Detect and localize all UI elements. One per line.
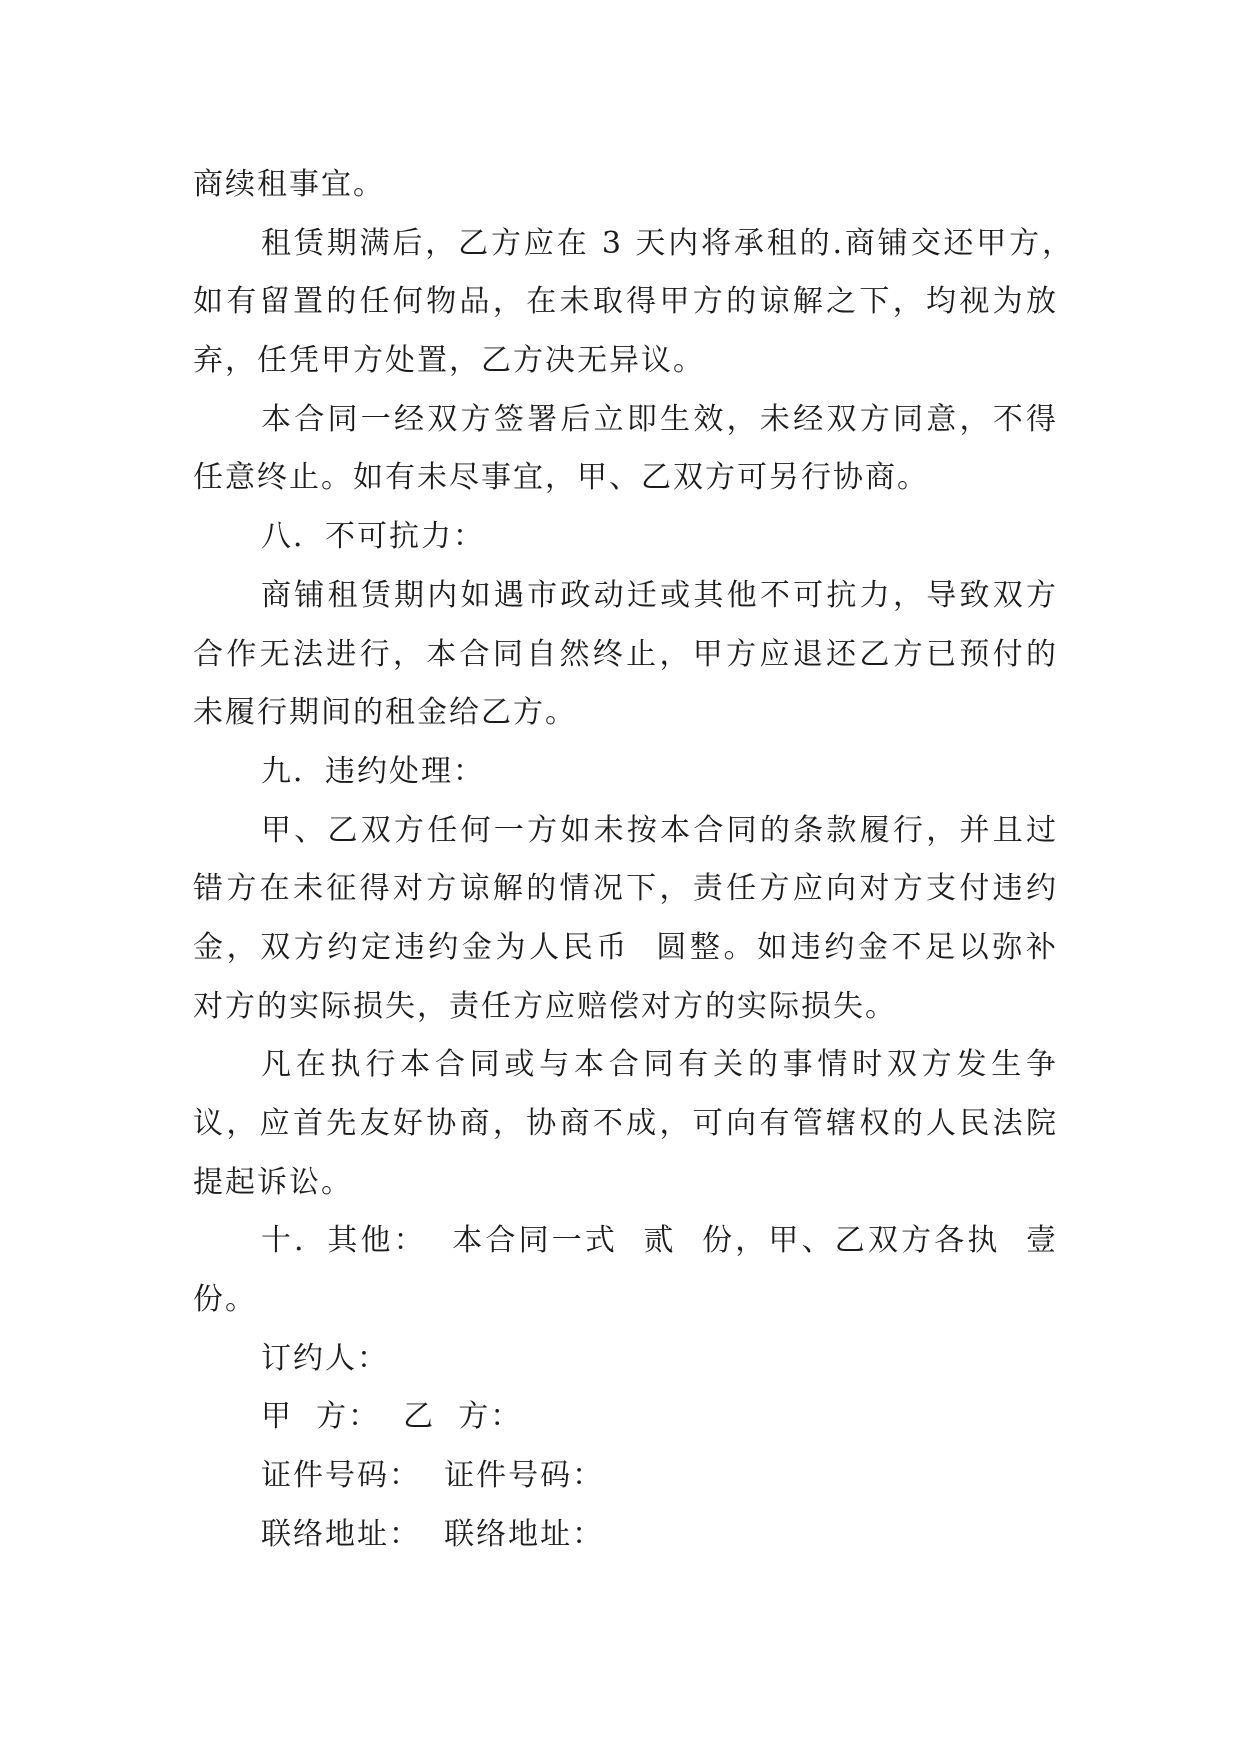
text-line: 提起诉讼。 [193, 1164, 353, 1200]
paragraph-dispute [193, 1036, 1058, 1212]
paragraph-force-majeure [193, 567, 1058, 743]
paragraph-continuation [193, 156, 1058, 215]
paragraph-effective [193, 391, 1058, 508]
text-line: 凡在执行本合同或与本合同有关的事情时双方发生争 [261, 1047, 1058, 1083]
text-line: 如有留置的任何物品，在未取得甲方的谅解之下，均视为放 [193, 284, 1058, 320]
text-line: 十．其他： 本合同一式 贰 份，甲、乙双方各执 壹 [261, 1223, 1058, 1259]
signatories-heading [193, 1330, 1058, 1389]
paragraph-other [193, 1212, 1058, 1329]
text-line: 合作无法进行，本合同自然终止，甲方应退还乙方已预付的 [193, 636, 1058, 672]
section-heading-breach [193, 743, 1058, 802]
address-labels: 联络地址： 联络地址： [261, 1516, 605, 1552]
text-line: 任意终止。如有未尽事宜，甲、乙双方可另行协商。 [193, 460, 929, 496]
party-labels: 甲 方： 乙 方： [261, 1399, 523, 1435]
section-heading: 九．违约处理： [261, 753, 485, 789]
document-body [193, 156, 1074, 1565]
id-number-row [193, 1447, 1058, 1506]
text-line: 金，双方约定违约金为人民币 圆整。如违约金不足以弥补 [193, 929, 1058, 965]
id-number-labels: 证件号码： 证件号码： [261, 1458, 605, 1494]
text-line: 弃，任凭甲方处置，乙方决无异议。 [193, 343, 705, 379]
address-row [193, 1506, 1058, 1565]
text-line: 错方在未征得对方谅解的情况下，责任方应向对方支付违约 [193, 871, 1058, 907]
text-line: 租赁期满后，乙方应在 3 天内将承租的.商铺交还甲方， [261, 225, 1074, 261]
section-heading-force-majeure [193, 508, 1058, 567]
section-heading: 八．不可抗力： [261, 519, 485, 555]
paragraph-lease-end [193, 215, 1074, 391]
party-names-row [193, 1388, 1058, 1447]
text-line: 甲、乙双方任何一方如未按本合同的条款履行，并且过 [261, 812, 1058, 848]
paragraph-breach [193, 802, 1058, 1037]
text-line: 未履行期间的租金给乙方。 [193, 695, 577, 731]
text-line: 商续租事宜。 [193, 167, 385, 202]
text-line: 对方的实际损失，责任方应赔偿对方的实际损失。 [193, 988, 897, 1024]
signatories-label: 订约人： [261, 1340, 389, 1376]
text-line: 商铺租赁期内如遇市政动迁或其他不可抗力，导致双方 [261, 577, 1058, 613]
text-line: 议，应首先友好协商，协商不成，可向有管辖权的人民法院 [193, 1106, 1058, 1141]
text-line: 份。 [193, 1282, 257, 1318]
text-line: 本合同一经双方签署后立即生效，未经双方同意，不得 [261, 401, 1058, 437]
